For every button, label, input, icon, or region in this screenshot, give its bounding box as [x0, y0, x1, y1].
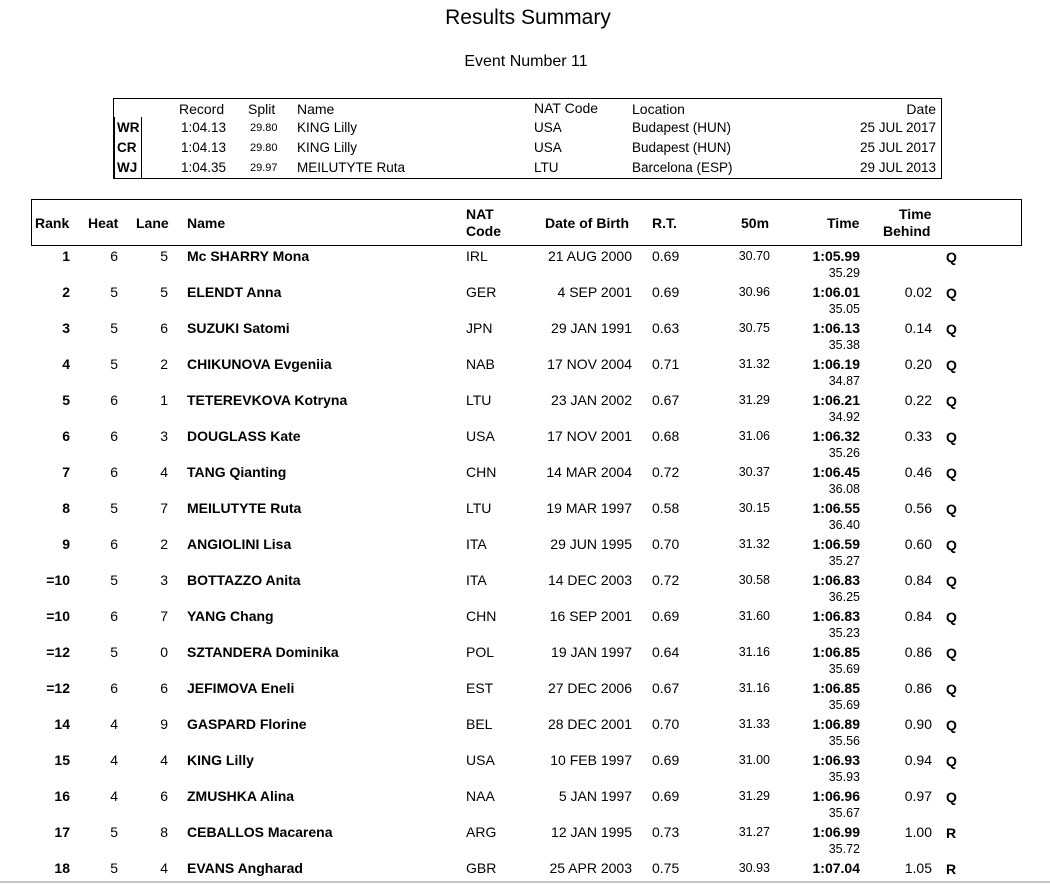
- lane-cell: 2: [160, 356, 168, 372]
- nat-cell: CHN: [466, 464, 497, 480]
- behind-cell: 0.33: [904, 428, 932, 444]
- heat-cell: 5: [110, 572, 118, 588]
- qualifier-cell: Q: [946, 357, 957, 373]
- event-number: Event Number 11: [464, 53, 588, 70]
- qualifier-cell: Q: [946, 717, 957, 733]
- split50-cell: 30.15: [738, 501, 770, 515]
- name-cell: MEILUTYTE Ruta: [187, 500, 302, 516]
- lane-cell: 2: [160, 536, 168, 552]
- split50-cell: 31.27: [738, 825, 770, 839]
- table-row: [0, 824, 1050, 860]
- heat-cell: 4: [110, 716, 118, 732]
- header-name: Name: [187, 215, 226, 231]
- record-split: 29.80: [250, 142, 278, 154]
- dob-cell: 19 MAR 1997: [546, 500, 632, 516]
- behind-cell: 0.86: [904, 680, 932, 696]
- behind-cell: 0.46: [904, 464, 932, 480]
- table-row: [0, 572, 1050, 608]
- record-nat: USA: [534, 120, 562, 135]
- qualifier-cell: Q: [946, 789, 957, 805]
- header-behind-line2: Behind: [883, 223, 931, 239]
- behind-cell: 0.60: [904, 536, 932, 552]
- split50-cell: 31.06: [738, 429, 770, 443]
- time-cell: 1:06.85: [812, 680, 860, 696]
- qualifier-cell: Q: [946, 645, 957, 661]
- record-date: 25 JUL 2017: [859, 140, 936, 155]
- name-cell: SZTANDERA Dominika: [187, 644, 339, 660]
- behind-cell: 1.05: [904, 860, 932, 876]
- split50-cell: 31.16: [738, 645, 770, 659]
- qualifier-cell: Q: [946, 429, 957, 445]
- lane-cell: 3: [160, 572, 168, 588]
- header-lane: Lane: [136, 215, 169, 231]
- behind-cell: 0.84: [904, 572, 932, 588]
- heat-cell: 5: [110, 356, 118, 372]
- table-row: [0, 536, 1050, 572]
- behind-cell: 0.02: [904, 284, 932, 300]
- split50-cell: 31.16: [738, 681, 770, 695]
- table-row: [0, 716, 1050, 752]
- lane-cell: 6: [160, 320, 168, 336]
- name-cell: EVANS Angharad: [187, 860, 303, 876]
- nat-cell: USA: [466, 752, 495, 768]
- record-time: 1:04.13: [181, 120, 227, 135]
- page-edge: [0, 881, 1050, 883]
- lane-cell: 4: [160, 464, 168, 480]
- name-cell: GASPARD Florine: [187, 716, 307, 732]
- record-code: WJ: [117, 160, 138, 175]
- heat-cell: 6: [110, 608, 118, 624]
- behind-cell: 1.00: [904, 824, 932, 840]
- lane-cell: 6: [160, 788, 168, 804]
- qualifier-cell: Q: [946, 393, 957, 409]
- table-row: [0, 320, 1050, 356]
- rt-cell: 0.63: [652, 320, 680, 336]
- dob-cell: 23 JAN 2002: [551, 392, 632, 408]
- rt-cell: 0.73: [652, 824, 680, 840]
- record-split: 29.80: [250, 122, 278, 134]
- rt-cell: 0.67: [652, 680, 680, 696]
- rank-cell: 1: [62, 248, 70, 264]
- nat-cell: BEL: [466, 716, 493, 732]
- heat-cell: 6: [110, 248, 118, 264]
- records-header-nat: NAT Code: [534, 100, 599, 116]
- record-nat: USA: [534, 140, 562, 155]
- behind-cell: 0.56: [904, 500, 932, 516]
- split100-cell: 35.05: [828, 302, 860, 316]
- rank-cell: 16: [54, 788, 70, 804]
- time-cell: 1:06.19: [812, 356, 860, 372]
- rt-cell: 0.72: [652, 464, 680, 480]
- record-split: 29.97: [250, 162, 278, 174]
- split100-cell: 35.69: [828, 698, 860, 712]
- time-cell: 1:06.59: [812, 536, 860, 552]
- split50-cell: 30.70: [738, 249, 770, 263]
- split100-cell: 36.08: [828, 482, 860, 496]
- header-nat-line2: Code: [466, 223, 501, 239]
- lane-cell: 5: [160, 248, 168, 264]
- rank-cell: 14: [54, 716, 70, 732]
- rank-cell: 18: [54, 860, 70, 876]
- rt-cell: 0.68: [652, 428, 680, 444]
- split100-cell: 34.87: [828, 374, 860, 388]
- split100-cell: 35.56: [828, 734, 860, 748]
- rank-cell: 9: [62, 536, 70, 552]
- time-cell: 1:06.85: [812, 644, 860, 660]
- split100-cell: 35.93: [828, 770, 860, 784]
- header-time: Time: [827, 215, 860, 231]
- nat-cell: GER: [466, 284, 497, 300]
- record-location: Budapest (HUN): [632, 120, 732, 135]
- table-row: [0, 788, 1050, 824]
- rt-cell: 0.70: [652, 716, 680, 732]
- split50-cell: 31.33: [738, 717, 770, 731]
- name-cell: ANGIOLINI Lisa: [187, 536, 292, 552]
- time-cell: 1:06.96: [812, 788, 860, 804]
- record-date: 29 JUL 2013: [859, 160, 936, 175]
- records-header-name: Name: [297, 101, 335, 117]
- nat-cell: EST: [466, 680, 494, 696]
- split50-cell: 31.29: [738, 393, 770, 407]
- dob-cell: 29 JUN 1995: [550, 536, 632, 552]
- record-code: CR: [117, 140, 137, 155]
- split100-cell: 35.72: [828, 842, 860, 856]
- dob-cell: 17 NOV 2001: [547, 428, 632, 444]
- nat-cell: NAB: [466, 356, 495, 372]
- dob-cell: 5 JAN 1997: [558, 788, 632, 804]
- split100-cell: 35.69: [828, 662, 860, 676]
- behind-cell: 0.90: [904, 716, 932, 732]
- nat-cell: NAA: [466, 788, 495, 804]
- qualifier-cell: Q: [946, 573, 957, 589]
- header-rank: Rank: [35, 215, 70, 231]
- dob-cell: 19 JAN 1997: [551, 644, 632, 660]
- qualifier-cell: R: [946, 825, 957, 841]
- name-cell: KING Lilly: [187, 752, 254, 768]
- dob-cell: 4 SEP 2001: [557, 284, 632, 300]
- lane-cell: 0: [160, 644, 168, 660]
- dob-cell: 29 JAN 1991: [551, 320, 632, 336]
- rt-cell: 0.69: [652, 608, 680, 624]
- records-divider: [114, 117, 115, 178]
- qualifier-cell: R: [946, 861, 957, 877]
- records-header-date: Date: [906, 101, 936, 117]
- rank-cell: 5: [62, 392, 70, 408]
- split100-cell: 36.40: [828, 518, 860, 532]
- heat-cell: 4: [110, 788, 118, 804]
- heat-cell: 6: [110, 428, 118, 444]
- dob-cell: 10 FEB 1997: [550, 752, 632, 768]
- rt-cell: 0.69: [652, 284, 680, 300]
- heat-cell: 5: [110, 284, 118, 300]
- time-cell: 1:07.04: [812, 860, 860, 876]
- time-cell: 1:06.45: [812, 464, 860, 480]
- name-cell: TETEREVKOVA Kotryna: [187, 392, 348, 408]
- record-name: KING Lilly: [297, 120, 358, 135]
- record-code: WR: [117, 120, 140, 135]
- dob-cell: 16 SEP 2001: [549, 608, 632, 624]
- table-row: [0, 356, 1050, 392]
- rank-cell: 4: [62, 356, 70, 372]
- nat-cell: GBR: [466, 860, 497, 876]
- split100-cell: 36.25: [828, 590, 860, 604]
- name-cell: Mc SHARRY Mona: [187, 248, 310, 264]
- qualifier-cell: Q: [946, 681, 957, 697]
- header-50m: 50m: [741, 215, 770, 231]
- nat-cell: LTU: [466, 392, 492, 408]
- dob-cell: 27 DEC 2006: [547, 680, 632, 696]
- behind-cell: 0.97: [904, 788, 932, 804]
- heat-cell: 6: [110, 536, 118, 552]
- rank-cell: 6: [62, 428, 70, 444]
- qualifier-cell: Q: [946, 753, 957, 769]
- time-cell: 1:06.01: [812, 284, 860, 300]
- name-cell: SUZUKI Satomi: [187, 320, 290, 336]
- heat-cell: 6: [110, 680, 118, 696]
- rt-cell: 0.69: [652, 752, 680, 768]
- time-cell: 1:05.99: [812, 248, 860, 264]
- heat-cell: 5: [110, 824, 118, 840]
- rt-cell: 0.72: [652, 572, 680, 588]
- time-cell: 1:06.99: [812, 824, 860, 840]
- records-header-split: Split: [248, 101, 276, 117]
- qualifier-cell: Q: [946, 501, 957, 517]
- behind-cell: 0.20: [904, 356, 932, 372]
- rt-cell: 0.67: [652, 392, 680, 408]
- heat-cell: 5: [110, 860, 118, 876]
- qualifier-cell: Q: [946, 465, 957, 481]
- table-row: [0, 752, 1050, 788]
- behind-cell: 0.14: [904, 320, 932, 336]
- rank-cell: 17: [54, 824, 70, 840]
- table-row: [0, 248, 1050, 284]
- table-row: [0, 644, 1050, 680]
- records-table: [113, 98, 942, 179]
- record-name: KING Lilly: [297, 140, 358, 155]
- heat-cell: 4: [110, 752, 118, 768]
- table-row: [0, 392, 1050, 428]
- rank-cell: 15: [54, 752, 70, 768]
- nat-cell: ITA: [466, 536, 487, 552]
- lane-cell: 7: [160, 500, 168, 516]
- behind-cell: 0.94: [904, 752, 932, 768]
- nat-cell: JPN: [466, 320, 493, 336]
- dob-cell: 25 APR 2003: [549, 860, 632, 876]
- name-cell: DOUGLASS Kate: [187, 428, 301, 444]
- split50-cell: 30.93: [738, 861, 770, 875]
- qualifier-cell: Q: [946, 321, 957, 337]
- dob-cell: 14 DEC 2003: [547, 572, 632, 588]
- qualifier-cell: Q: [946, 249, 957, 265]
- record-location: Barcelona (ESP): [632, 160, 733, 175]
- name-cell: TANG Qianting: [187, 464, 287, 480]
- heat-cell: 6: [110, 464, 118, 480]
- table-row: [0, 680, 1050, 716]
- dob-cell: 17 NOV 2004: [547, 356, 632, 372]
- header-nat-line1: NAT: [466, 206, 494, 222]
- split100-cell: 34.92: [828, 410, 860, 424]
- dob-cell: 12 JAN 1995: [551, 824, 632, 840]
- nat-cell: CHN: [466, 608, 497, 624]
- record-nat: LTU: [534, 160, 559, 175]
- table-row: [0, 500, 1050, 536]
- split50-cell: 30.75: [738, 321, 770, 335]
- time-cell: 1:06.89: [812, 716, 860, 732]
- lane-cell: 8: [160, 824, 168, 840]
- lane-cell: 1: [160, 392, 168, 408]
- table-row: [0, 608, 1050, 644]
- rank-cell: 3: [62, 320, 70, 336]
- split100-cell: 35.27: [828, 554, 860, 568]
- time-cell: 1:06.83: [812, 572, 860, 588]
- rank-cell: =10: [46, 572, 70, 588]
- nat-cell: ARG: [466, 824, 497, 840]
- rt-cell: 0.71: [652, 356, 680, 372]
- table-row: [0, 284, 1050, 320]
- rt-cell: 0.69: [652, 788, 680, 804]
- qualifier-cell: Q: [946, 285, 957, 301]
- lane-cell: 5: [160, 284, 168, 300]
- split50-cell: 30.37: [738, 465, 770, 479]
- split50-cell: 30.58: [738, 573, 770, 587]
- header-rt: R.T.: [652, 215, 677, 231]
- split50-cell: 30.96: [738, 285, 770, 299]
- rt-cell: 0.69: [652, 248, 680, 264]
- rt-cell: 0.70: [652, 536, 680, 552]
- split50-cell: 31.32: [738, 537, 770, 551]
- behind-cell: 0.22: [904, 392, 932, 408]
- split50-cell: 31.60: [738, 609, 770, 623]
- rank-cell: =10: [46, 608, 70, 624]
- record-name: MEILUTYTE Ruta: [297, 160, 406, 175]
- qualifier-cell: Q: [946, 609, 957, 625]
- records-divider: [141, 117, 142, 178]
- name-cell: ZMUSHKA Alina: [187, 788, 295, 804]
- time-cell: 1:06.93: [812, 752, 860, 768]
- lane-cell: 4: [160, 752, 168, 768]
- dob-cell: 14 MAR 2004: [546, 464, 632, 480]
- name-cell: YANG Chang: [187, 608, 274, 624]
- heat-cell: 5: [110, 320, 118, 336]
- header-heat: Heat: [88, 215, 119, 231]
- dob-cell: 21 AUG 2000: [547, 248, 632, 264]
- name-cell: ELENDT Anna: [187, 284, 282, 300]
- lane-cell: 9: [160, 716, 168, 732]
- time-cell: 1:06.32: [812, 428, 860, 444]
- record-location: Budapest (HUN): [632, 140, 732, 155]
- rt-cell: 0.75: [652, 860, 680, 876]
- time-cell: 1:06.83: [812, 608, 860, 624]
- name-cell: JEFIMOVA Eneli: [187, 680, 295, 696]
- time-cell: 1:06.55: [812, 500, 860, 516]
- heat-cell: 5: [110, 644, 118, 660]
- heat-cell: 5: [110, 500, 118, 516]
- table-row: [0, 464, 1050, 500]
- behind-cell: 0.86: [904, 644, 932, 660]
- records-header-location: Location: [632, 101, 685, 117]
- lane-cell: 6: [160, 680, 168, 696]
- rank-cell: =12: [46, 644, 70, 660]
- records-header-record: Record: [179, 101, 225, 117]
- page-title: Results Summary: [445, 6, 611, 29]
- nat-cell: IRL: [466, 248, 488, 264]
- lane-cell: 7: [160, 608, 168, 624]
- table-row: [0, 428, 1050, 464]
- split100-cell: 35.38: [828, 338, 860, 352]
- rt-cell: 0.58: [652, 500, 680, 516]
- dob-cell: 28 DEC 2001: [547, 716, 632, 732]
- split100-cell: 35.26: [828, 446, 860, 460]
- header-behind-line1: Time: [899, 206, 932, 222]
- rank-cell: 8: [62, 500, 70, 516]
- record-time: 1:04.35: [181, 160, 227, 175]
- nat-cell: LTU: [466, 500, 492, 516]
- name-cell: CHIKUNOVA Evgeniia: [187, 356, 332, 372]
- qualifier-cell: Q: [946, 537, 957, 553]
- record-date: 25 JUL 2017: [859, 120, 936, 135]
- rank-cell: 2: [62, 284, 70, 300]
- header-dob: Date of Birth: [545, 215, 629, 231]
- name-cell: CEBALLOS Macarena: [187, 824, 333, 840]
- rank-cell: =12: [46, 680, 70, 696]
- split50-cell: 31.32: [738, 357, 770, 371]
- nat-cell: POL: [466, 644, 495, 660]
- time-cell: 1:06.21: [812, 392, 860, 408]
- split50-cell: 31.00: [738, 753, 770, 767]
- lane-cell: 4: [160, 860, 168, 876]
- lane-cell: 3: [160, 428, 168, 444]
- rt-cell: 0.64: [652, 644, 680, 660]
- split100-cell: 35.29: [828, 266, 860, 280]
- split50-cell: 31.29: [738, 789, 770, 803]
- split100-cell: 35.67: [828, 806, 860, 820]
- nat-cell: ITA: [466, 572, 487, 588]
- results-header: [31, 199, 1022, 246]
- time-cell: 1:06.13: [812, 320, 860, 336]
- heat-cell: 6: [110, 392, 118, 408]
- behind-cell: 0.84: [904, 608, 932, 624]
- rank-cell: 7: [62, 464, 70, 480]
- split100-cell: 35.23: [828, 626, 860, 640]
- record-time: 1:04.13: [181, 140, 227, 155]
- name-cell: BOTTAZZO Anita: [187, 572, 301, 588]
- nat-cell: USA: [466, 428, 495, 444]
